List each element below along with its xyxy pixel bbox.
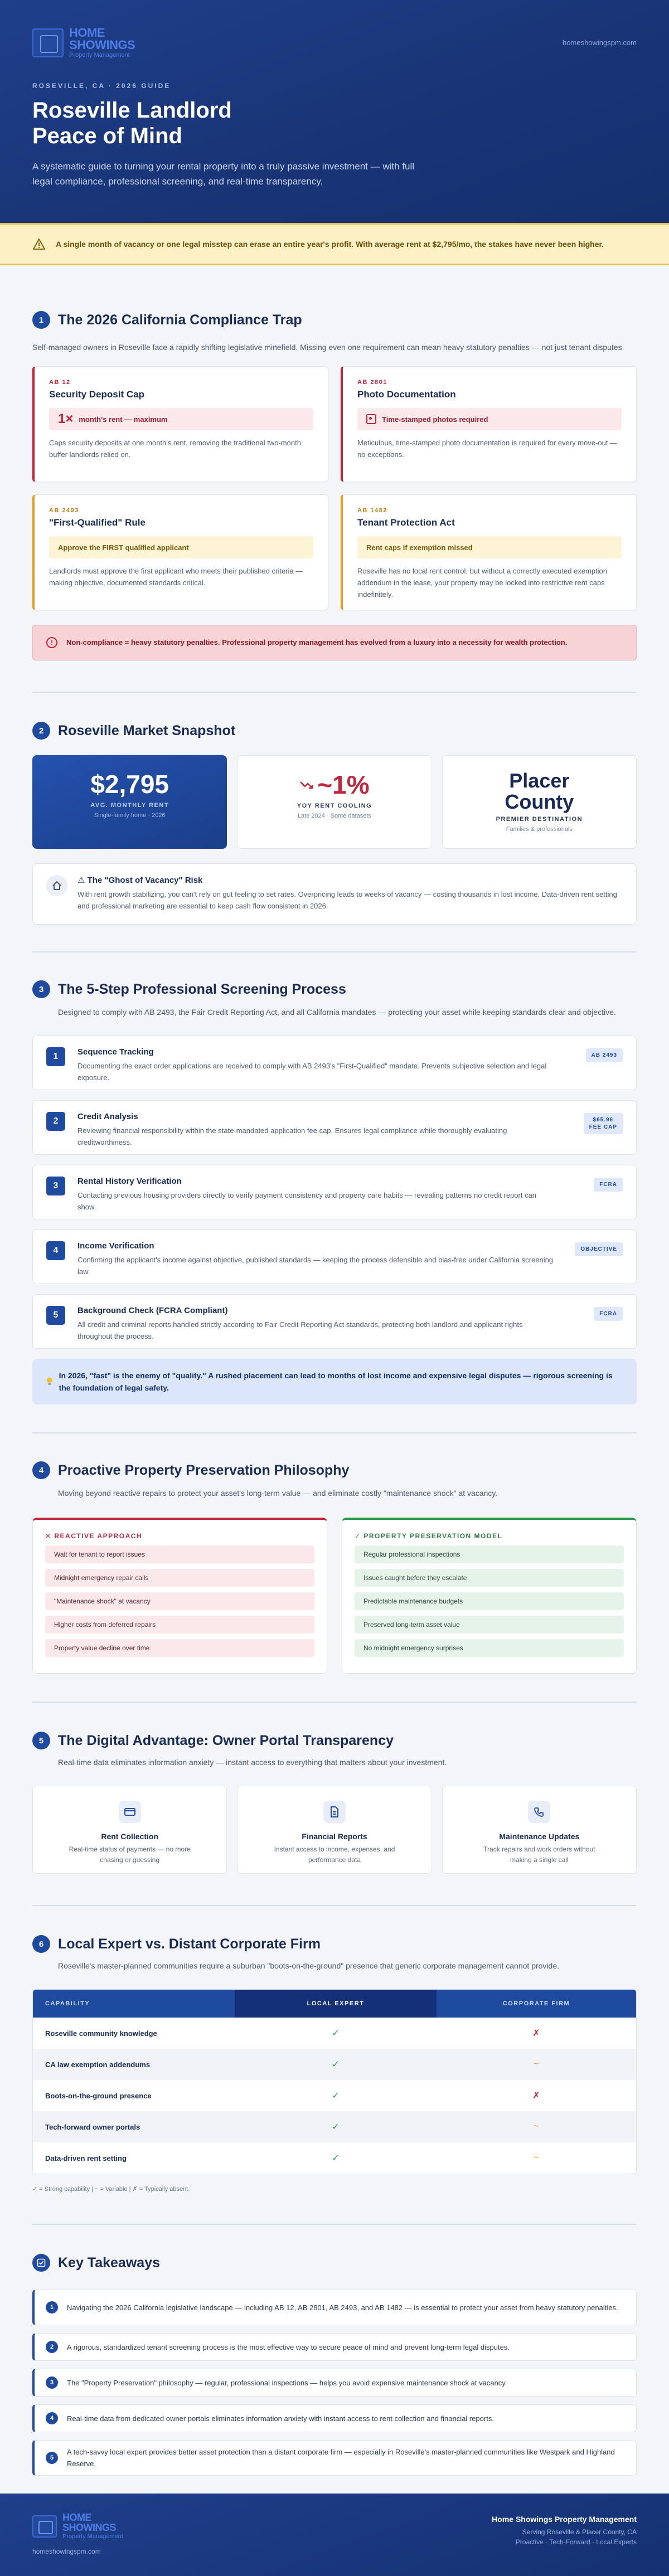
badge-text: OBJECTIVE [580,1246,617,1252]
list-item: No midnight emergency surprises [355,1639,624,1657]
trend-down-icon [299,780,314,790]
website-link[interactable]: homeshowingspm.com [563,38,637,47]
capability-cell: Boots-on-the-ground presence [45,2091,152,2100]
stat-label: YOY RENT COOLING [297,803,372,809]
section-title: Key Takeaways [58,2254,160,2271]
stat-rent-cooling [237,755,432,849]
hero-subtitle: A systematic guide to turning your rental property into a truly passive investment — with full legal compliance, professional screening, and real-time transparency. [32,161,415,187]
takeaway-text: The "Property Preservation" philosophy — regular, professional inspections — helps you avoid expensive maintenance shock at vacancy. [67,2378,507,2387]
logo-tagline: Property Management [69,52,130,59]
step-title: Background Check (FCRA Compliant) [77,1306,228,1315]
callout-text: In 2026, "fast" is the enemy of "quality." A rushed placement can lead to months of lost income and expensive legal disputes — rigorous screening is the foundation of legal safety. [59,1371,613,1392]
stat-value-line-2: County [505,790,574,813]
law-card-ab1482 [341,494,637,610]
takeaway-text: A rigorous, standardized tenant screening process is the most effective way to secure peace of mind and prevent long-term legal disputes. [67,2342,510,2351]
document-icon [323,1801,346,1823]
table-row [33,2049,636,2080]
section-intro: Real-time data eliminates information anxiety — instant access to everything that matters about your investment. [58,1758,447,1767]
section-title: The Digital Advantage: Owner Portal Transparency [58,1732,394,1748]
portal-card-description: Track repairs and work orders without making a single call [483,1845,595,1864]
warning-text: A single month of vacancy or one legal misstep can erase an entire year's profit. With average rent at $2,795/mo, the stakes have never been higher. [56,239,604,249]
law-title: Photo Documentation [357,389,456,400]
law-title: Tenant Protection Act [357,517,455,528]
logo-icon [32,2515,57,2538]
step-badge [584,1113,623,1134]
section-number: 1 [32,311,50,329]
law-highlight-text: Rent caps if exemption missed [366,543,473,552]
stat-placer-county [442,755,637,849]
law-highlight [49,408,313,430]
section-compliance [0,265,669,660]
warning-banner [0,223,669,265]
list-item: Wait for tenant to report issues [45,1545,314,1563]
step-title: Income Verification [77,1241,154,1251]
table-row [33,2080,636,2111]
section-takeaways [0,2225,669,2476]
proactive-column [342,1518,637,1674]
credit-card-icon [119,1801,141,1823]
screening-step [32,1294,637,1349]
law-highlight [357,408,622,430]
section-title: The 5-Step Professional Screening Process [58,981,346,997]
penalty-alert [32,625,637,660]
checklist-icon [32,2254,50,2272]
table-header [33,1990,636,2018]
list-item: Midnight emergency repair calls [45,1569,314,1587]
title-line-1: Roseville Landlord [32,98,232,123]
quality-callout [32,1359,637,1404]
home-icon [46,875,67,896]
table-row [33,2142,636,2174]
section-number: 4 [32,1461,50,1479]
variable-icon: ~ [534,2059,539,2069]
hero [0,0,669,223]
check-icon: ✓ [332,2060,340,2069]
step-badge [575,1242,623,1256]
portal-card-title: Rent Collection [101,1832,158,1841]
takeaway-number: 2 [46,2341,58,2353]
warning-icon [32,238,46,250]
risk-title: ⚠ The "Ghost of Vacancy" Risk [77,876,203,885]
screening-step [32,1165,637,1219]
list-item: "Maintenance shock" at vacancy [45,1592,314,1610]
column-header: CAPABILITY [45,2000,90,2007]
logo-line-1: HOME [69,26,105,40]
logo-line-2: SHOWINGS [69,38,135,52]
footer-logo[interactable] [32,2512,123,2540]
law-card-ab2801 [341,366,637,482]
check-icon: ✓ [332,2029,340,2038]
page-title [32,98,637,149]
step-badge [586,1048,623,1062]
column-header: LOCAL EXPERT [235,1990,437,2018]
capability-cell: CA law exemption addendums [45,2060,151,2069]
law-highlight-text: Approve the FIRST qualified applicant [58,543,189,552]
portal-card-title: Maintenance Updates [499,1832,580,1841]
company-name: Home Showings Property Management [492,2515,637,2524]
section-intro: Self-managed owners in Roseville face a rapidly shifting legislative minefield. Missing even one requirement can mean heavy statutory penalties — not just tenant disputes. [32,343,624,352]
law-tag: AB 2801 [357,379,387,386]
takeaway-text: Real-time data from dedicated owner portals eliminates information anxiety with instant access to rent collection and financial reports. [67,2414,494,2423]
stat-note: Late 2024 · Some datasets [297,813,372,819]
reactive-column [32,1518,327,1674]
logo-line-2: SHOWINGS [62,2522,117,2533]
takeaway-item [32,2404,637,2432]
badge-subtext: FEE CAP [589,1124,617,1130]
badge-text: AB 2493 [591,1052,617,1058]
risk-text: With rent growth stabilizing, you can't rely on gut feeling to set rates. Overpricing leads to weeks of vacancy — costing thousands in lost income. Data-driven rent setting and professional marketing are essential to keep cash flow consistent in 2026. [77,890,617,910]
screening-step [32,1036,637,1090]
section-market [0,693,669,925]
law-title: Security Deposit Cap [49,389,144,400]
list-item: Preserved long-term asset value [355,1616,624,1634]
section-title: Roseville Market Snapshot [58,722,236,738]
footer-url-link[interactable]: homeshowingspm.com [32,2548,101,2555]
section-comparison [0,1906,669,2193]
step-number: 3 [46,1177,65,1195]
law-highlight [49,536,313,558]
law-title: "First-Qualified" Rule [49,517,146,528]
law-card-ab2493 [32,494,328,610]
comparison-table [32,1989,637,2174]
step-number: 5 [46,1306,65,1325]
takeaway-number: 1 [46,2301,58,2313]
multiplier-value: 1× [58,411,74,426]
law-highlight [357,536,622,558]
section-preservation [0,1433,669,1674]
portal-card-reports [237,1786,432,1874]
title-line-2: Peace of Mind [32,124,182,148]
law-description: Landlords must approve the first applicant who meets their published criteria — making objective, documented standards critical. [49,567,303,587]
portal-card-description: Instant access to income, expenses, and performance data [274,1845,395,1864]
capability-cell: Tech-forward owner portals [45,2122,140,2131]
law-tag: AB 12 [49,379,71,386]
phone-icon [528,1801,550,1823]
step-description: Contacting previous housing providers directly to verify payment consistency and property care habits — revealing patterns no credit report can show. [77,1191,537,1211]
step-description: Reviewing financial responsibility within the state-mandated application fee cap. Ensures legal compliance while thoroughly evaluating creditworthiness. [77,1126,507,1146]
column-heading: ✓ PROPERTY PRESERVATION MODEL [355,1532,503,1540]
badge-text: FCRA [599,1182,617,1188]
company-tagline: Proactive · Tech-Forward · Local Experts [515,2538,637,2546]
capability-cell: Roseville community knowledge [45,2029,157,2038]
table-legend: ✓ = Strong capability | ~ = Variable | ✗ = Typically absent [32,2186,188,2193]
variable-icon: ~ [534,2122,539,2131]
table-row [33,2111,636,2142]
check-icon: ✓ [332,2122,340,2132]
step-description: All credit and criminal reports handled strictly according to Fair Credit Reporting Act standards, protecting both landlord and applicant rights throughout the process. [77,1320,523,1340]
takeaway-item [32,2333,637,2361]
law-highlight-text: month's rent — maximum [79,415,168,424]
stat-value-line-1: Placer [509,769,570,792]
law-highlight-text: Time-stamped photos required [382,415,488,424]
table-row [33,2018,636,2049]
section-screening [0,952,669,1404]
alert-icon: ! [46,637,57,648]
stat-label: PREMIER DESTINATION [496,816,583,823]
step-badge [594,1307,623,1321]
law-tag: AB 2493 [49,507,79,514]
service-area: Serving Roseville & Placer County, CA [522,2528,637,2536]
badge-text: $65.96 [593,1117,614,1123]
cross-icon: ✗ [532,2091,540,2101]
law-tag: AB 1482 [357,507,387,514]
portal-card-maintenance [442,1786,637,1874]
column-heading: ✕ REACTIVE APPROACH [45,1532,143,1540]
law-card-ab12 [32,366,328,482]
portal-card-title: Financial Reports [302,1832,367,1841]
section-number: 3 [32,980,50,998]
stat-note: Families & professionals [506,826,573,833]
stat-note: Single-family home · 2026 [94,812,166,819]
takeaway-item [32,2440,637,2476]
law-description: Caps security deposits at one month's rent, removing the traditional two-month buffer landlords relied on. [49,439,301,459]
logo[interactable] [32,27,135,59]
badge-text: FCRA [599,1311,617,1317]
stat-label: AVG. MONTHLY RENT [90,802,169,809]
list-item: Regular professional inspections [355,1545,624,1563]
section-title: Local Expert vs. Distant Corporate Firm [58,1936,321,1952]
section-number: 6 [32,1935,50,1953]
section-title: The 2026 California Compliance Trap [58,312,302,328]
section-intro: Designed to comply with AB 2493, the Fair Credit Reporting Act, and all California mandates — protecting your asset while keeping standards clear and objective. [58,1008,616,1017]
step-title: Credit Analysis [77,1112,138,1121]
step-number: 2 [46,1112,65,1131]
check-icon: ✓ [332,2154,340,2163]
eyebrow: ROSEVILLE, CA · 2026 GUIDE [32,82,171,90]
vacancy-risk-card [32,863,637,925]
stat-value: ~1% [317,770,370,799]
step-number: 4 [46,1241,65,1260]
logo-tagline: Property Management [62,2533,123,2540]
takeaway-number: 5 [46,2452,58,2464]
stat-avg-rent [32,755,227,849]
variable-icon: ~ [534,2153,539,2162]
section-number: 5 [32,1732,50,1749]
step-number: 1 [46,1047,65,1066]
footer [0,2494,669,2576]
stat-value: $2,795 [90,770,169,799]
step-description: Documenting the exact order applications are received to comply with AB 2493's "First-Qualified" mandate. Prevents subjective selection and legal exposure. [77,1062,547,1082]
takeaway-text: Navigating the 2026 California legislative landscape — including AB 12, AB 2801, AB 2493, and AB 1482 — is essential to protect your asset from heavy statutory penalties. [67,2303,618,2312]
list-item: Property value decline over time [45,1639,314,1657]
takeaway-item [32,2290,637,2325]
takeaway-text: A tech-savvy local expert provides better asset protection than a distant corporate firm — especially in Roseville's master-planned communities like Westpark and Highland Reserve. [67,2448,615,2468]
step-description: Confirming the applicant's income against objective, published standards — keeping the process defensible and bias-free under California screening law. [77,1256,554,1276]
photo-icon [366,414,376,424]
screening-step [32,1100,637,1155]
step-title: Sequence Tracking [77,1047,154,1057]
step-badge [594,1178,623,1192]
takeaway-number: 3 [46,2376,58,2389]
cross-icon: ✗ [532,2029,540,2038]
lightbulb-icon [46,1376,54,1387]
list-item: Predictable maintenance budgets [355,1592,624,1610]
portal-card-rent [32,1786,227,1874]
section-intro: Moving beyond reactive repairs to protect your asset's long-term value — and eliminate costly "maintenance shock" at vacancy. [58,1489,498,1498]
screening-step [32,1229,637,1284]
check-icon: ✓ [332,2091,340,2101]
capability-cell: Data-driven rent setting [45,2154,127,2162]
law-description: Roseville has no local rent control, but without a correctly executed exemption addendum in the lease, your property may be locked into restrictive rent caps indefinitely. [357,567,608,599]
list-item: Issues caught before they escalate [355,1569,624,1587]
section-number: 2 [32,722,50,740]
law-description: Meticulous, time-stamped photo documentation is required for every move-out — no exceptions. [357,439,618,459]
section-portal [0,1703,669,1874]
portal-card-description: Real-time status of payments — no more chasing or guessing [69,1845,191,1864]
takeaway-number: 4 [46,2412,58,2424]
alert-text: Non-compliance = heavy statutory penalties. Professional property management has evolved from a luxury into a necessity for wealth protection. [66,638,568,647]
step-title: Rental History Verification [77,1177,182,1186]
list-item: Higher costs from deferred repairs [45,1616,314,1634]
section-intro: Roseville's master-planned communities require a suburban "boots-on-the-ground" presence that generic corporate management cannot provide. [58,1961,560,1970]
logo-icon [32,28,64,57]
column-header: CORPORATE FIRM [502,2000,570,2007]
section-title: Proactive Property Preservation Philosophy [58,1462,350,1478]
takeaway-item [32,2369,637,2397]
logo-line-1: HOME [62,2512,91,2523]
